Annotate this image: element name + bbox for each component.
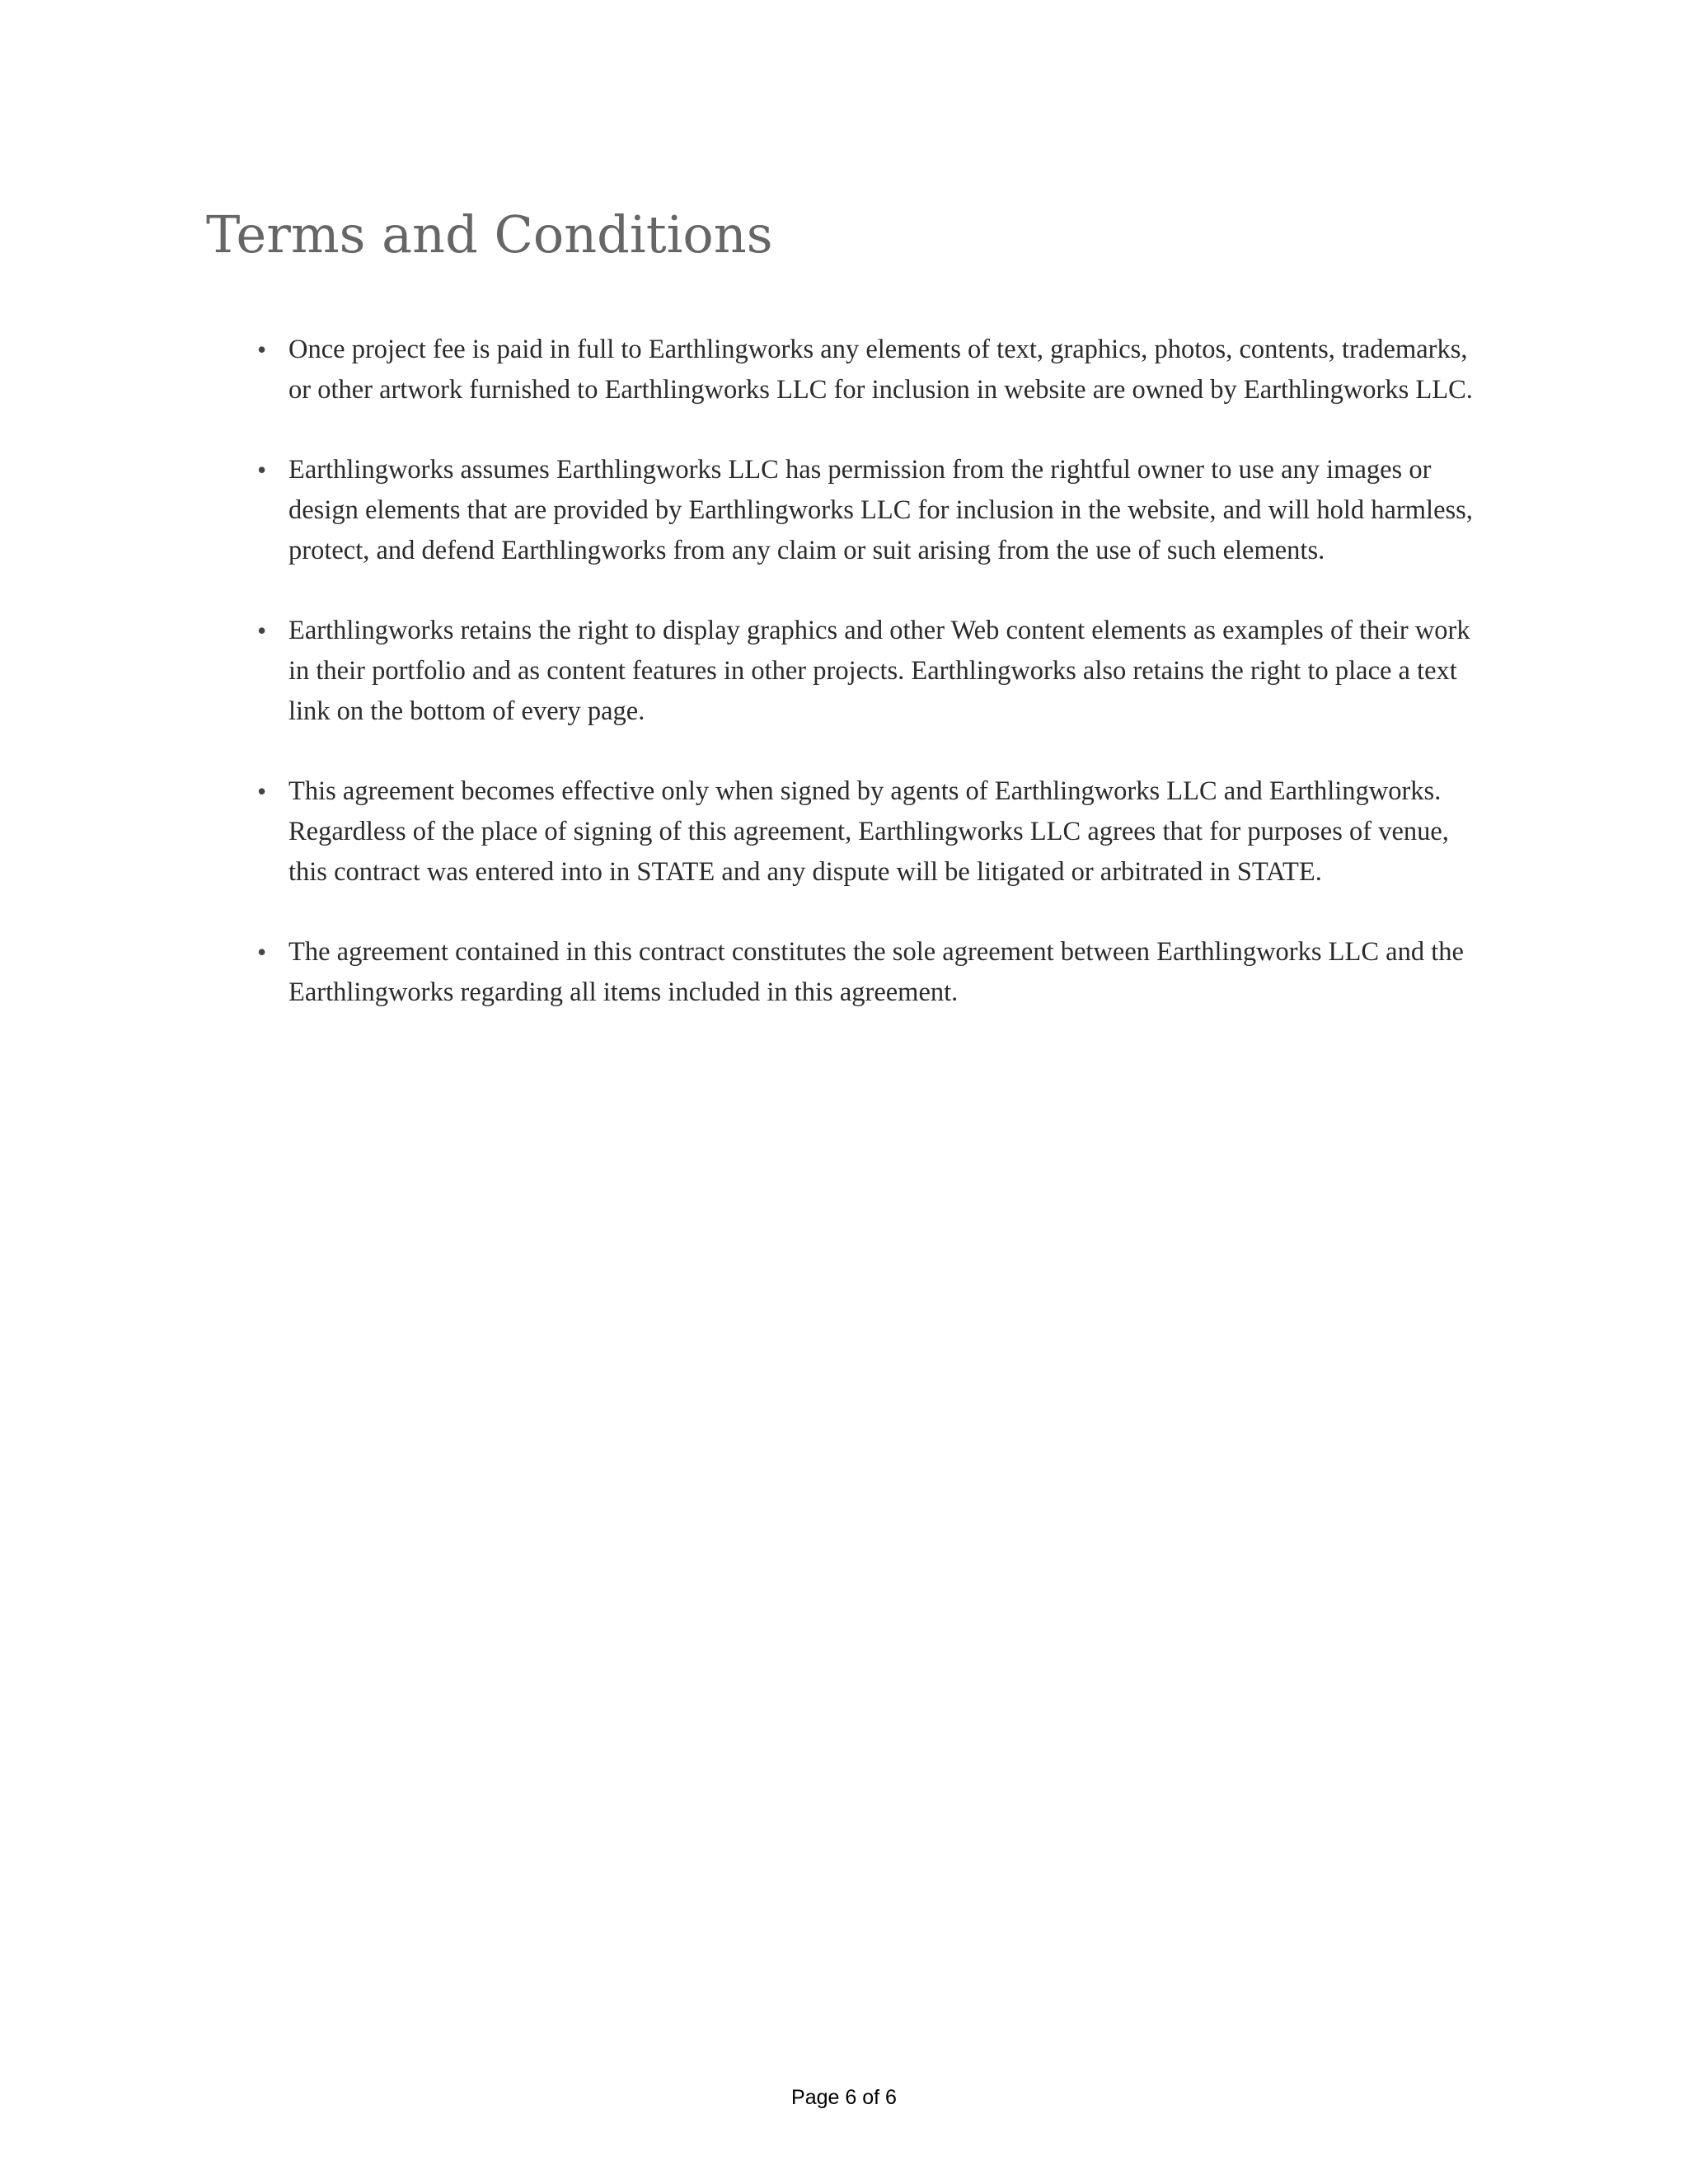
list-item [257,611,1484,732]
page-number: Page 6 of 6 [791,2086,897,2109]
terms-list [257,330,1484,1052]
term-text: Earthlingworks assumes Earthlingworks LLC has permission from the rightful owner to use any images or design elements that are provided by Earthlingworks LLC for inclusion in the website, and will hold harmless, protect, and defend Earthlingworks from any claim or suit arising from the use of such elements. [288,455,1473,565]
term-text: Earthlingworks retains the right to display graphics and other Web content elements as examples of their work in their portfolio and as content features in other projects. Earthlingworks also retains the right to place a text link on the bottom of every page. [288,616,1470,726]
list-item [257,450,1484,571]
bullet-icon: • [257,776,267,806]
list-item [257,330,1484,410]
bullet-icon: • [257,455,267,485]
bullet-icon: • [257,616,267,645]
bullet-icon: • [257,937,267,967]
page-title: Terms and Conditions [206,204,773,265]
term-text: This agreement becomes effective only when signed by agents of Earthlingworks LLC and Earthlingworks. Regardless of the place of signing of this agreement, Earthlingworks LLC agrees that for purposes of venue, this contract was entered into in STATE and any dispute will be litigated or arbitrated in STATE. [288,776,1449,887]
term-text: The agreement contained in this contract constitutes the sole agreement between Earthlingworks LLC and the Earthlingworks regarding all items included in this agreement. [288,937,1464,1007]
term-text: Once project fee is paid in full to Earthlingworks any elements of text, graphics, photos, contents, trademarks, or other artwork furnished to Earthlingworks LLC for inclusion in website are owned by Earthlingworks LLC. [288,335,1473,405]
list-item [257,771,1484,893]
list-item [257,932,1484,1013]
bullet-icon: • [257,335,267,364]
